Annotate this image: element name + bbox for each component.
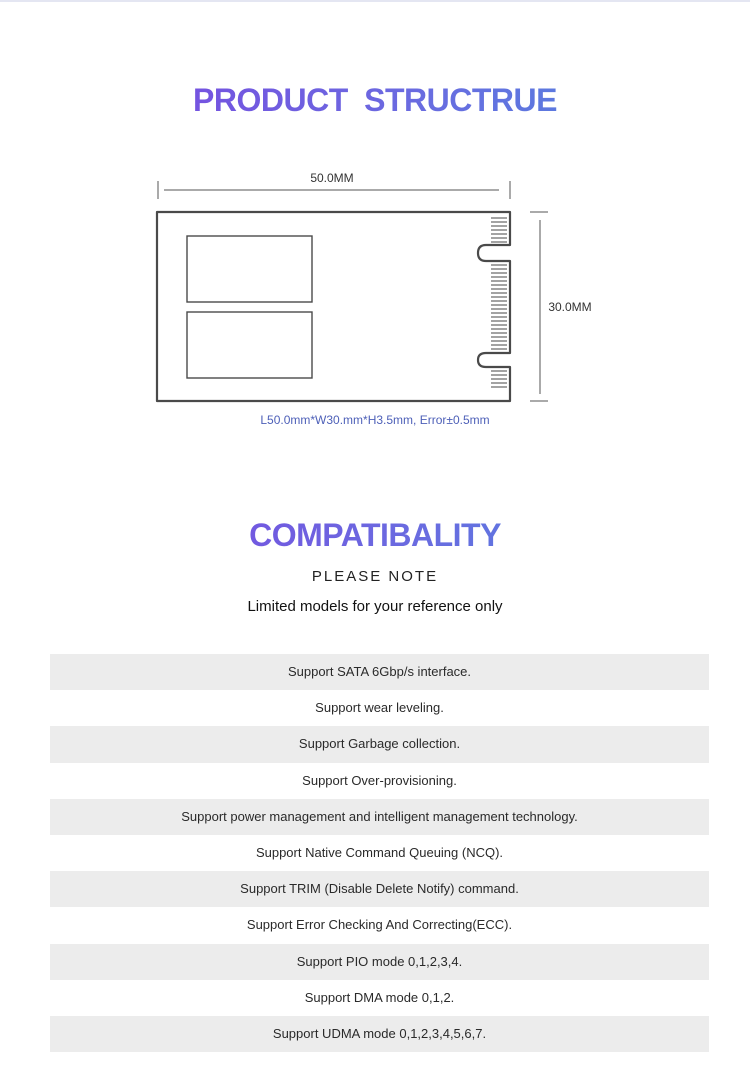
- product-structure-title: PRODUCT STRUCTRUE: [0, 82, 750, 119]
- width-dimension: [530, 212, 548, 401]
- feature-row: Support SATA 6Gbp/s interface.: [50, 654, 709, 690]
- width-label: 30.0MM: [548, 300, 592, 314]
- nand-chip-2: [187, 312, 312, 378]
- ssd-structure-diagram: [0, 0, 750, 460]
- nand-chip-1: [187, 236, 312, 302]
- feature-row: Support wear leveling.: [315, 700, 444, 716]
- compatibility-subtitle: Limited models for your reference only: [247, 598, 503, 615]
- length-label: 50.0MM: [310, 171, 354, 185]
- feature-row: Support PIO mode 0,1,2,3,4.: [50, 944, 709, 980]
- compatibility-title: COMPATIBALITY: [0, 517, 750, 554]
- feature-row: Support Error Checking And Correcting(ECC).: [246, 917, 513, 933]
- feature-row: Support UDMA mode 0,1,2,3,4,5,6,7.: [50, 1016, 709, 1052]
- feature-list: [50, 654, 709, 1052]
- dimension-spec-note: L50.0mm*W30.mm*H3.5mm, Error±0.5mm: [260, 413, 490, 427]
- feature-row: Support TRIM (Disable Delete Notify) command.: [50, 871, 709, 907]
- feature-row: Support Garbage collection.: [50, 726, 709, 762]
- feature-row: Support DMA mode 0,1,2.: [304, 989, 455, 1005]
- feature-row: Support Native Command Queuing (NCQ).: [255, 844, 504, 860]
- please-note-heading: PLEASE NOTE: [311, 568, 439, 585]
- feature-row: Support Over-provisioning.: [302, 772, 457, 788]
- feature-row: Support power management and intelligent management technology.: [50, 799, 709, 835]
